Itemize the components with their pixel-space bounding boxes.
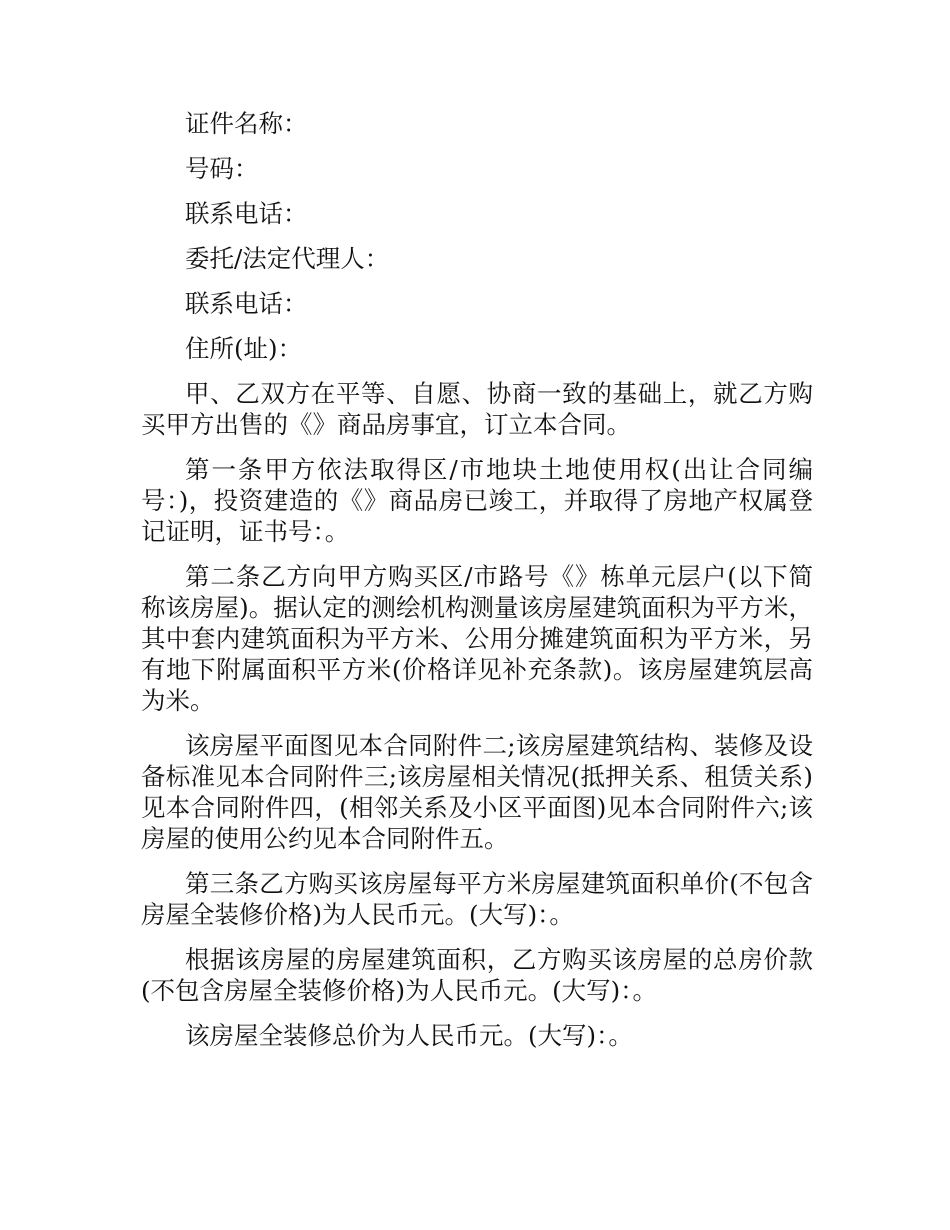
field-agent: 委托/法定代理人： <box>185 244 390 273</box>
paragraph-article-3: 第三条乙方购买该房屋每平方米房屋建筑面积单价(不包含房屋全装修价格)为人民币元。(大写)：。 <box>141 869 813 929</box>
field-address: 住所(址)： <box>185 334 303 363</box>
paragraph-attachments: 该房屋平面图见本合同附件二;该房屋建筑结构、装修及设备标准见本合同附件三;该房屋相关情况(抵押关系、租赁关系)见本合同附件四，(相邻关系及小区平面图)见本合同附件六;该房屋的使用公约见本合同附件五。 <box>141 731 813 853</box>
paragraph-preamble: 甲、乙双方在平等、自愿、协商一致的基础上，就乙方购买甲方出售的《》商品房事宜，订立本合同。 <box>141 379 813 439</box>
contract-page <box>141 108 813 1065</box>
paragraph-renovation-price: 该房屋全装修总价为人民币元。(大写)：。 <box>185 1021 633 1050</box>
field-agent-phone: 联系电话： <box>185 289 308 318</box>
field-phone: 联系电话： <box>185 199 308 228</box>
field-id-type: 证件名称： <box>185 109 308 138</box>
paragraph-article-1: 第一条甲方依法取得区/市地块土地使用权(出让合同编号：)，投资建造的《》商品房已竣工，并取得了房地产权属登记证明，证书号：。 <box>141 455 813 546</box>
paragraph-total-price: 根据该房屋的房屋建筑面积，乙方购买该房屋的总房价款(不包含房屋全装修价格)为人民币元。(大写)：。 <box>141 945 813 1005</box>
field-id-number: 号码： <box>185 154 259 183</box>
paragraph-article-2: 第二条乙方向甲方购买区/市路号《》栋单元层户(以下简称该房屋)。据认定的测绘机构测量该房屋建筑面积为平方米，其中套内建筑面积为平方米、公用分摊建筑面积为平方米，另有地下附属面积平方米(价格详见补充条款)。该房屋建筑层高为米。 <box>141 562 813 715</box>
